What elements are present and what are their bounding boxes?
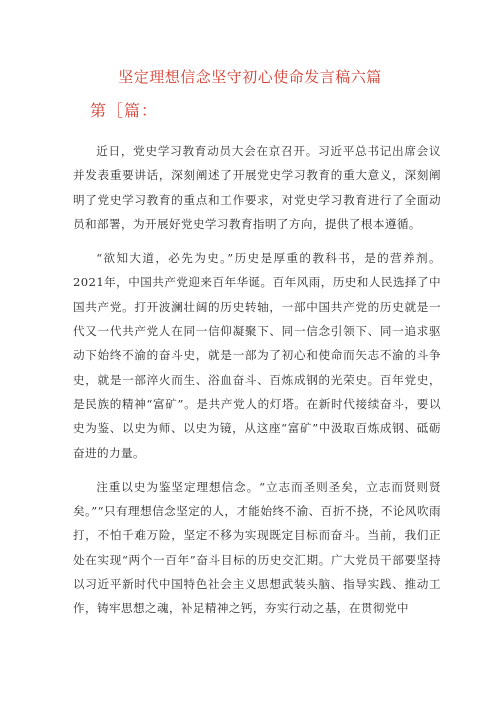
document-body (73, 139, 441, 631)
document-title: 坚定理想信念坚守初心使命发言稿六篇 (118, 68, 382, 86)
paragraph-2: “欲知大道，必先为史。”历史是厚重的教科书，是的营养剂。2021年，中国共产党迎来百年华诞。百年风雨，历史和人民选择了中国共产党。打开波澜壮阔的历史转轴，一部中国共产党的历史就是一代又一代共产党人在同一信仰凝聚下、同一信念引领下、同一追求驱动下始终不渝的奋斗史，就是一部为了初心和使命而矢志不渝的斗争史，就是一部淬火而生、浴血奋斗、百炼成钢的光荣史。百年党史，是民族的精神“富矿”。是共产党人的灯塔。在新时代接续奋斗，要以史为鉴、以史为师、以史为镜，从这座“富矿”中汲取百炼成钢、砥砺奋进的力量。 (73, 251, 441, 460)
section-heading: 第［篇： (90, 101, 159, 120)
paragraph-3: 注重以史为鉴坚定理想信念。“立志而圣则圣矣，立志而贤则贤矣。”“只有理想信念坚定的人，才能始终不渝、百折不挠，不论风吹雨打，不怕千难万险，坚定不移为实现既定目标而奋斗。当前，我们正处在实现“两个一百年”奋斗目标的历史交汇期。广大党员干部要坚持以习近平新时代中国特色社会主义思想武装头脑、指导实践、推动工作，铸牢思想之魂，补足精神之钙，夯实行动之基，在贯彻党中 (73, 479, 441, 616)
paragraph-1: 近日，党史学习教育动员大会在京召开。习近平总书记出席会议并发表重要讲话，深刻阐述了开展党史学习教育的重大意义，深刻阐明了党史学习教育的重点和工作要求，对党史学习教育进行了全面动员和部署，为开展好党史学习教育指明了方向，提供了根本遵循。 (73, 144, 441, 231)
